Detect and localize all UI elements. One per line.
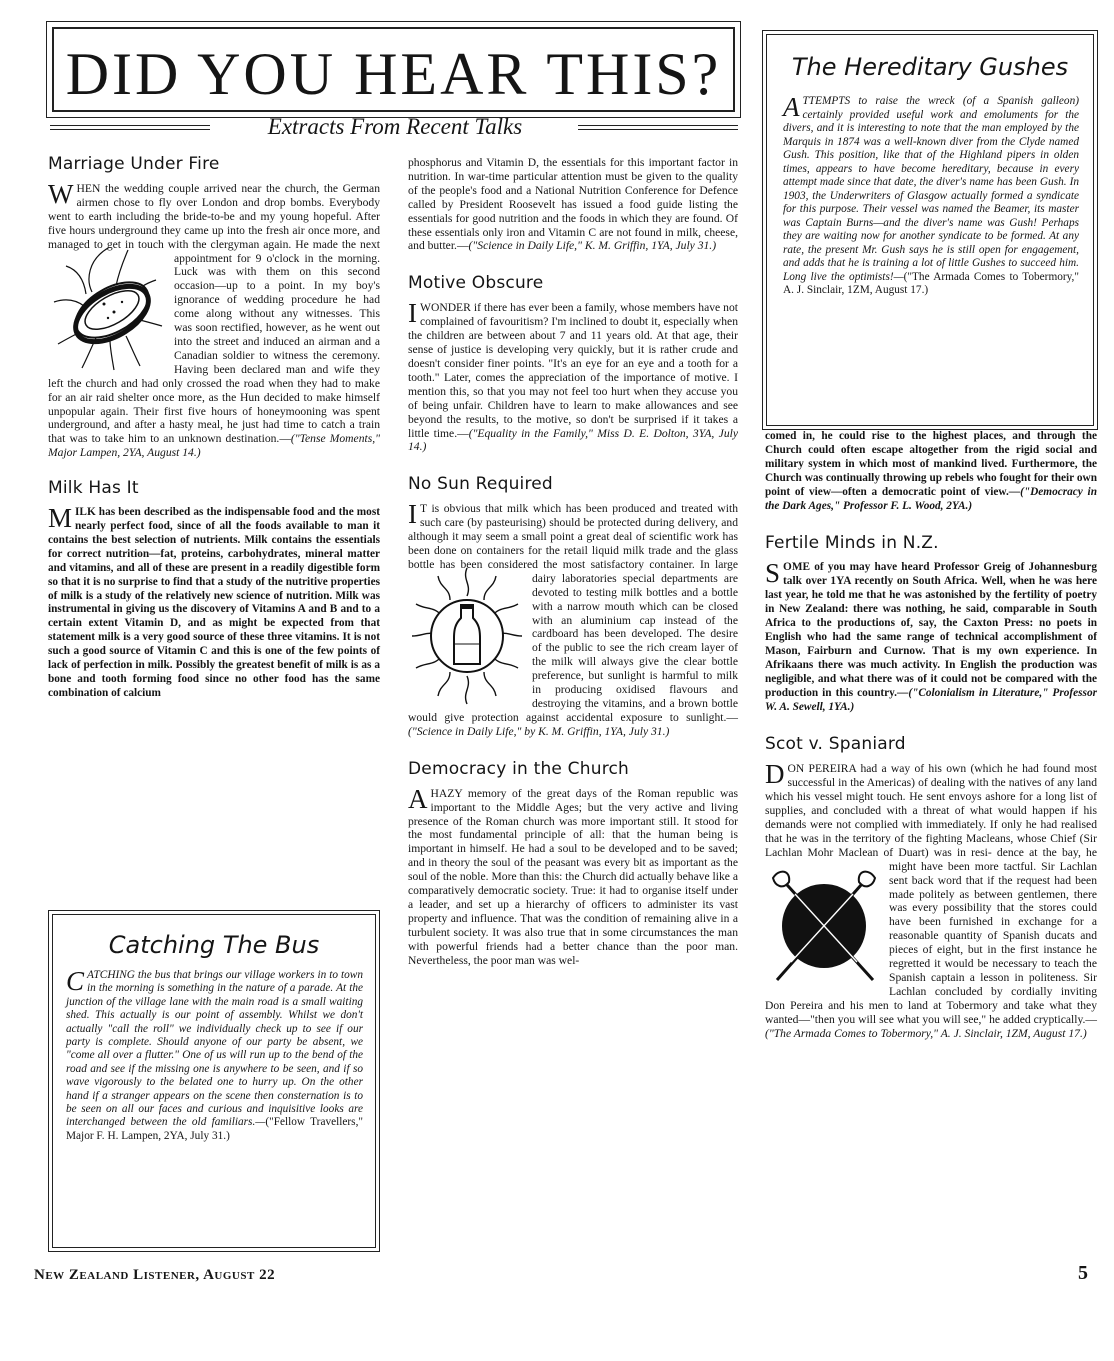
fertile-initial: S xyxy=(765,558,781,589)
bus-box xyxy=(48,910,380,1252)
ring-illustration xyxy=(48,240,168,374)
bus-text: ATCHING the bus that brings our village workers in to town in the morning is something in the nature of a parade. At the junction of the village lane with the main road is a small waiting shed. This actually is our point of assembly. Whilst we don't actually "call the roll" we individually check up to see if our party is complete. Should anyone of our party be absent, we "come all over a flutter." One of us will run up to the bend of the road and see if the missing one is anywhere to be seen, and if so wave vigorously to the belated one to hurry up. On the other hand if a stranger appears on the scene then consternation is to be seen on all our faces and curious and inquisitive looks are interchanged between the old familiars.— xyxy=(66,969,363,1129)
marriage-heading: Marriage Under Fire xyxy=(48,154,220,174)
scot-credit: ("The Armada Comes to Tobermory," A. J. Sinclair, 1ZM, August 17.) xyxy=(765,1026,1087,1040)
motive-body xyxy=(408,298,738,454)
hereditary-title: The Hereditary Gushes xyxy=(791,53,1069,81)
scot-text-2: dence at the bay, he might have been more tactful. Sir Lachlan sent back word that if the request had been made politely as between gentlemen, there was every possibility that the stores could have been furnished in exchange for a reasonable quantity of Spanish ducats and pieces of eight, but in the first instance he regretted it would be necessary to teach the Spanish captain a lesson in politeness. Sir Lachlan concluded by cordially inviting Don Pereira and his men to land at Tobermory and take what they wanted—"then you will see what you will see," he added cryptically.— xyxy=(765,845,1097,1026)
nosun-body xyxy=(408,499,738,738)
subtitle-rule-left xyxy=(50,125,210,130)
nosun-credit: ("Science in Daily Life," by K. M. Griffin, 1YA, July 31.) xyxy=(408,724,670,738)
bus-credit: ("Fellow Travellers," Major F. H. Lampen, 2YA, July 31.) xyxy=(66,1116,364,1142)
column-3 xyxy=(765,430,1097,1041)
nosun-text-1: T is obvious that milk which has been produced and treated with such care (by pasteurising) should be protected during delivery, and although it may seem a small point a great deal of scientific work has been done on containers for the retail liquid milk trade and the glass bottle has been considered xyxy=(408,502,738,571)
milk-continued xyxy=(408,156,738,253)
hereditary-box xyxy=(762,30,1098,430)
milk-credit: ("Science in Daily Life," K. M. Griffin, 1YA, July 31.) xyxy=(468,239,717,253)
fertile-credit: ("Colonialism in Literature," Professor W. A. Sewell, 1YA.) xyxy=(765,686,1097,713)
page-number: 5 xyxy=(1078,1262,1088,1284)
democracy-heading: Democracy in the Church xyxy=(408,758,630,779)
motive-heading: Motive Obscure xyxy=(408,273,544,294)
column-1 xyxy=(48,154,380,701)
hereditary-body xyxy=(783,92,1079,298)
masthead-box xyxy=(46,21,741,118)
milk-heading: Milk Has It xyxy=(48,478,139,499)
milk-continued-text: phosphorus and Vitamin D, the essentials for this important factor in nutrition. In war-time particular attention must be given to the quality of the people's food and a National Nutrition Conference for Defence called by President Roosevelt has issued a food guide listing the essentials for good nutrition and the foods in which they are found. Of these essentials only iron and Vitamin C are not found in milk, cheese, and butter.— xyxy=(408,156,738,253)
marriage-credit: ("Tense Moments," Major Lampen, 2YA, August 14.) xyxy=(48,432,380,460)
sun-bottle-illustration xyxy=(408,560,526,710)
democracy-continued xyxy=(765,430,1097,513)
democracy-body xyxy=(408,783,738,968)
scot-body xyxy=(765,759,1097,1040)
bus-initial: C xyxy=(66,966,85,996)
bus-body xyxy=(66,966,364,1143)
marriage-text-1: HEN the wedding couple arrived near the church, the German airmen chose to fly over London and drop bombs. Everybody went to earth including the bride-to-be and my young hopeful. After five hours underground they came up into the fresh air once more, and managed to get in touch xyxy=(48,182,380,251)
fertile-body xyxy=(765,558,1097,714)
hereditary-credit: ("The Armada Comes to Tobermory," A. J. Sinclair, 1ZM, August 17.) xyxy=(783,270,1079,296)
milk-initial: M xyxy=(48,503,73,534)
hereditary-text: TTEMPTS to raise the wreck (of a Spanish galleon) certainly provided useful work and emoluments for the divers, and it is interesting to note that the man employed by the Marquis in 1874 was a well-known diver from the Clyde named Gush. This position, like that of the Highland pipers in olden times, appears to have become hereditary, because in every attempt made since that date, the diver's name has been Gush. In 1903, the Underwriters of Glasgow actually formed a syndicate for this purpose. Their vessel was named the Beamer, its master was Captain Burns—and the diver's name was Gush! Perhaps they are waiting now for another syndicate to be formed. At any rate, the present Mr. Gush says he is still open for engagement, and adds that he is training a lot of little Gushes to succeed him. Long live the optimists!— xyxy=(783,95,1079,283)
nosun-initial: I xyxy=(408,499,417,530)
masthead-subtitle: Extracts From Recent Talks xyxy=(267,114,523,139)
marriage-initial: W xyxy=(48,179,74,209)
bus-title: Catching The Bus xyxy=(108,931,320,959)
hereditary-initial: A xyxy=(783,92,800,122)
milk-body xyxy=(48,503,380,701)
democracy-initial: A xyxy=(408,783,428,814)
scot-heading: Scot v. Spaniard xyxy=(765,734,906,755)
milk-text: ILK has been described as the indispensable food and the most nearly perfect food, since of all the foods available to man it contains the best selection of nutrients. Milk contains the essentials for correct nutrition—fat, proteins, carbohydrates, mineral matter and vitamins, and all of these are present in a readily digestible form so that it is no surprise to find that a study of the nutritive properties of milk is a study of the relatively new science of nutrition. Milk was instrumental in giving us the discovery of Vitamins A and B and to a certain extent Vitamin D, and as might be expected from that statement milk is a very good source of these three vitamins. It is not such a good source of Vitamin C and this is one of the few points of lack of perfection in milk. Possibly the greatest benefit of milk is as a bone and tooth forming food since no other food has the same combination of calcium xyxy=(48,506,380,699)
fertile-text: OME of you may have heard Professor Greig of Johannesburg talk over 1YA recently on South Africa. Well, when he was here last year, he told me that he was astonished by the fertility of poetry in New Zealand: there was nothing, he said, comparable in South Africa to the productions of, say, the Caxton Press: no poets in English who had the same range of technical accomplishment of Mason, Fairburn and Curnow. That is my own experience. In Afrikaans there was much activity. In English the production was negligible, and what there was of it could not be compared with the production in this country.— xyxy=(765,561,1097,699)
footer-publication: New Zealand Listener, August 22 xyxy=(34,1267,276,1283)
nosun-heading: No Sun Required xyxy=(408,474,553,495)
masthead-title: DID YOU HEAR THIS? xyxy=(65,41,722,107)
nosun-text-2: the most satisfactory container. In large dairy laboratories special departments are devoted to testing milk bottles and a bottle with a narrow mouth which can be closed with an aluminium cap instead of the cardboard has been developed. The desire of the public to see the rich cream layer of the milk will always give the clear bottle preference, but sunlight is harmful to milk in producing oxidised flavours and destroying the vitamins, and a brown bottle would give protection against accidental exposure to sunlight.— xyxy=(408,557,738,724)
motive-initial: I xyxy=(408,298,417,329)
motive-text: WONDER if there has ever been a family, whose members have not complained of favouritism? I'm inclined to doubt it, especially when the children are between about 7 and 11 years old. At that age, their sense of justice is developing very quickly, but it is rather crude and doesn't consider finer points. "It's an eye for an eye and a tooth for a tooth." Later, comes the appreciation of the importance of motive. I mention this, so that you may not feel too hurt when they accuse you of being unfair. Children have to learn to make allowances and see beyond the results, to the motive, so don't be surprised if it takes a little time.— xyxy=(408,301,738,440)
democracy-credit: ("Democracy in the Dark Ages," Professor F. L. Wood, 2YA.) xyxy=(765,485,1097,512)
marriage-text-2: with the clergyman again. He made the next appointment for 9 o'clock in the morning. Luck was with them on this second occasion—up to a point. In my boy's ignorance of wedding procedure he had come along without any witnesses. This was soon rectified, however, as he went out into the street and induced an airman and a Canadian soldier to witness the ceremony. Having been declared man and wife they left the church and had only crossed the road when they had to make for an air raid shelter once more, as the Hun decided to make himself unpopular again. Their first five hours of honeymooning was spent underground, and after a hasty meal, he just had time to catch a train that was to take him to an unknown destination.— xyxy=(48,237,380,446)
marriage-body xyxy=(48,179,380,460)
motive-credit: ("Equality in the Family," Miss D. E. Dolton, 3YA, July 14.) xyxy=(408,426,738,454)
scot-text-1: ON PEREIRA had a way of his own (which he had found most successful in the Americas) of dealing with the natives of any land which his vessel might touch. He sent envoys ashore for a long list of supplies, and concluded with a threat of what would happen if his demands were not complied with immediately. If only he had realised that he was in the territory of the fighting Macleans, whose Chief (Sir Lachlan Mohr Maclean of Duart) was in resi- xyxy=(765,762,1097,859)
democracy-text: HAZY memory of the great days of the Roman republic was important to the Middle Ages; but the very active and living presence of the Roman church was more important still. It stood for the most fundamental principle of all: that the human being is important in himself. He had a soul to be developed and to be saved; and in theory the soul of the peasant was every bit as important as the soul of the noble. More than this: the Church did actually behave like a comparatively democratic society. True: it had to organise itself under a leader, and set up a hierarchy of officers to administer its vast property and influence. That was the condition of remaining alive in a turbulent society. It was also true that in some circumstances the man with powerful friends had a better chance than the poor man. Nevertheless, the poor man was wel- xyxy=(408,786,738,967)
crossed-swords-illustration xyxy=(765,862,883,988)
subtitle-rule-right xyxy=(578,125,738,130)
scot-initial: D xyxy=(765,759,785,790)
democracy-continued-text: comed in, he could rise to the highest places, and through the Church could often escape altogether from the rigid social and military system in which most of mankind lived. Furthermore, the Church was continually throwing up rebels who fought for their own point of view—often a democratic point of view.— xyxy=(765,430,1097,498)
fertile-heading: Fertile Minds in N.Z. xyxy=(765,533,939,554)
column-2 xyxy=(408,156,738,968)
